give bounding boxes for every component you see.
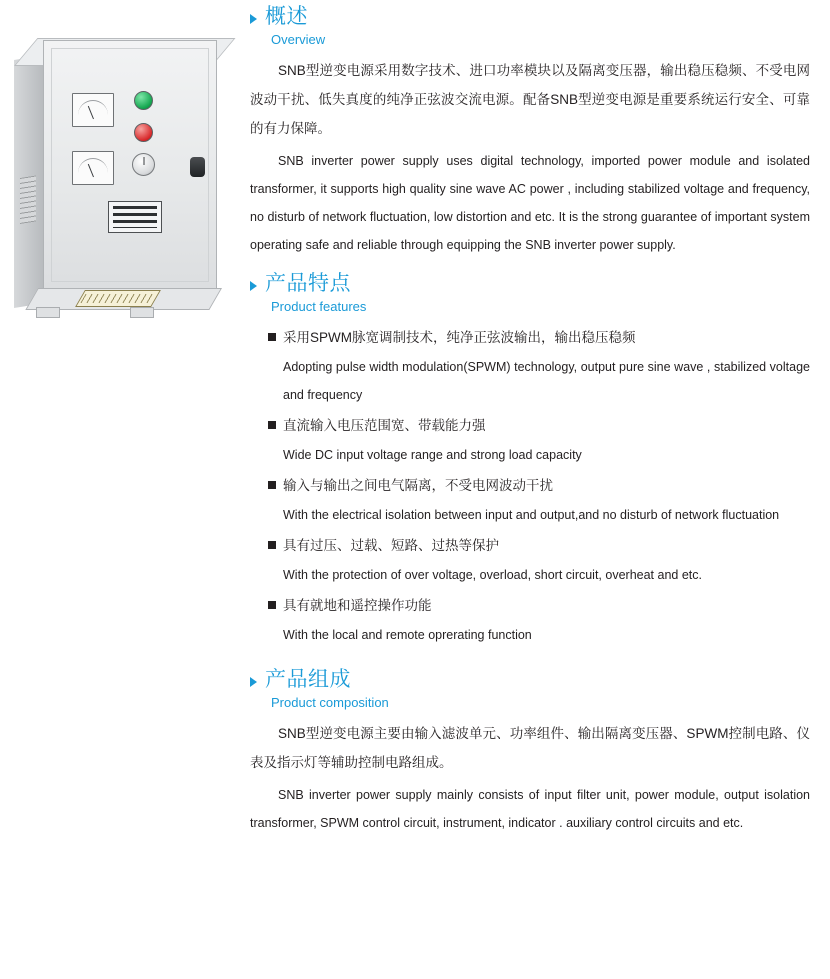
section-product-composition	[250, 665, 810, 837]
meter-lower	[72, 151, 114, 185]
features-heading	[250, 269, 810, 299]
composition-title-en: Product composition	[271, 695, 389, 710]
product-image	[0, 0, 250, 340]
features-title-en: Product features	[271, 299, 367, 314]
composition-paragraph-cn: SNB型逆变电源主要由输入滤波单元、功率组件、输出隔离变压器、SPWM控制电路、仪表及指示灯等辅助控制电路组成。	[250, 726, 810, 770]
overview-paragraph-cn: SNB型逆变电源采用数字技术、进口功率模块以及隔离变压器，输出稳压稳频、不受电网波动干扰、低失真度的纯净正弦波交流电源。配备SNB型逆变电源是重要系统运行安全、可靠的有力保障。	[250, 63, 810, 136]
section-product-features	[250, 269, 810, 649]
overview-title-cn: 概述	[265, 5, 308, 28]
feature-cn-row	[268, 471, 810, 501]
cabinet-vent-louvers	[20, 175, 36, 224]
square-bullet-icon	[268, 601, 276, 609]
square-bullet-icon	[268, 481, 276, 489]
section-overview	[250, 0, 810, 259]
black-switch	[190, 157, 205, 177]
feature-text-cn: 输入与输出之间电气隔离，不受电网波动干扰	[283, 478, 553, 493]
selector-knob	[132, 153, 155, 176]
feature-text-en: Wide DC input voltage range and strong load capacity	[283, 448, 582, 462]
feature-text-cn: 具有就地和遥控操作功能	[283, 598, 432, 613]
indicator-lamp-red-icon	[134, 123, 153, 142]
list-item	[268, 531, 810, 589]
cabinet-foot-right	[130, 307, 154, 318]
overview-paragraph-en: SNB inverter power supply uses digital technology, imported power module and isolated transformer, it supports high quality sine wave AC power , including stabilized voltage and frequency, no disturb of network fluctuation, low distortion and etc. It is the strong guarantee of important system operating safe and reliable through equipping the SNB inverter power supply.	[250, 154, 810, 252]
terminal-teeth	[80, 294, 155, 303]
list-item	[268, 471, 810, 529]
control-panel	[108, 201, 162, 233]
terminal-strip	[75, 290, 161, 307]
feature-text-en: With the electrical isolation between input and output,and no disturb of network fluctuation	[283, 508, 780, 522]
meter-upper	[72, 93, 114, 127]
cabinet-front-door	[43, 40, 217, 290]
feature-text-cn: 直流输入电压范围宽、带载能力强	[283, 418, 486, 433]
list-item	[268, 411, 810, 469]
feature-text-en: Adopting pulse width modulation(SPWM) technology, output pure sine wave , stabilized voltage and frequency	[283, 360, 810, 402]
overview-heading	[250, 2, 810, 32]
composition-title-cn: 产品组成	[265, 668, 351, 691]
composition-paragraph-en: SNB inverter power supply mainly consists of input filter unit, power module, output isolation transformer, SPWM control circuit, instrument, indicator . auxiliary control circuits and etc.	[250, 788, 810, 830]
meter-needle	[88, 164, 94, 177]
composition-heading	[250, 665, 810, 695]
square-bullet-icon	[268, 333, 276, 341]
square-bullet-icon	[268, 541, 276, 549]
feature-cn-row	[268, 323, 810, 353]
feature-cn-row	[268, 591, 810, 621]
feature-text-en: With the local and remote oprerating function	[283, 628, 532, 642]
triangle-bullet-icon	[250, 281, 257, 291]
overview-title-en: Overview	[271, 32, 326, 47]
meter-needle	[88, 106, 94, 119]
cabinet-illustration	[14, 38, 230, 318]
content-column	[250, 0, 810, 839]
feature-cn-row	[268, 411, 810, 441]
square-bullet-icon	[268, 421, 276, 429]
list-item	[268, 591, 810, 649]
feature-text-cn: 采用SPWM脉宽调制技术，纯净正弦波输出，输出稳压稳频	[283, 330, 636, 345]
indicator-lamp-green-icon	[134, 91, 153, 110]
control-panel-rows	[113, 206, 157, 228]
triangle-bullet-icon	[250, 14, 257, 24]
cabinet-foot-left	[36, 307, 60, 318]
feature-text-cn: 具有过压、过载、短路、过热等保护	[283, 538, 499, 553]
features-title-cn: 产品特点	[265, 272, 351, 295]
feature-text-en: With the protection of over voltage, overload, short circuit, overheat and etc.	[283, 568, 702, 582]
feature-cn-row	[268, 531, 810, 561]
list-item	[268, 323, 810, 409]
features-list	[250, 323, 810, 649]
triangle-bullet-icon	[250, 677, 257, 687]
